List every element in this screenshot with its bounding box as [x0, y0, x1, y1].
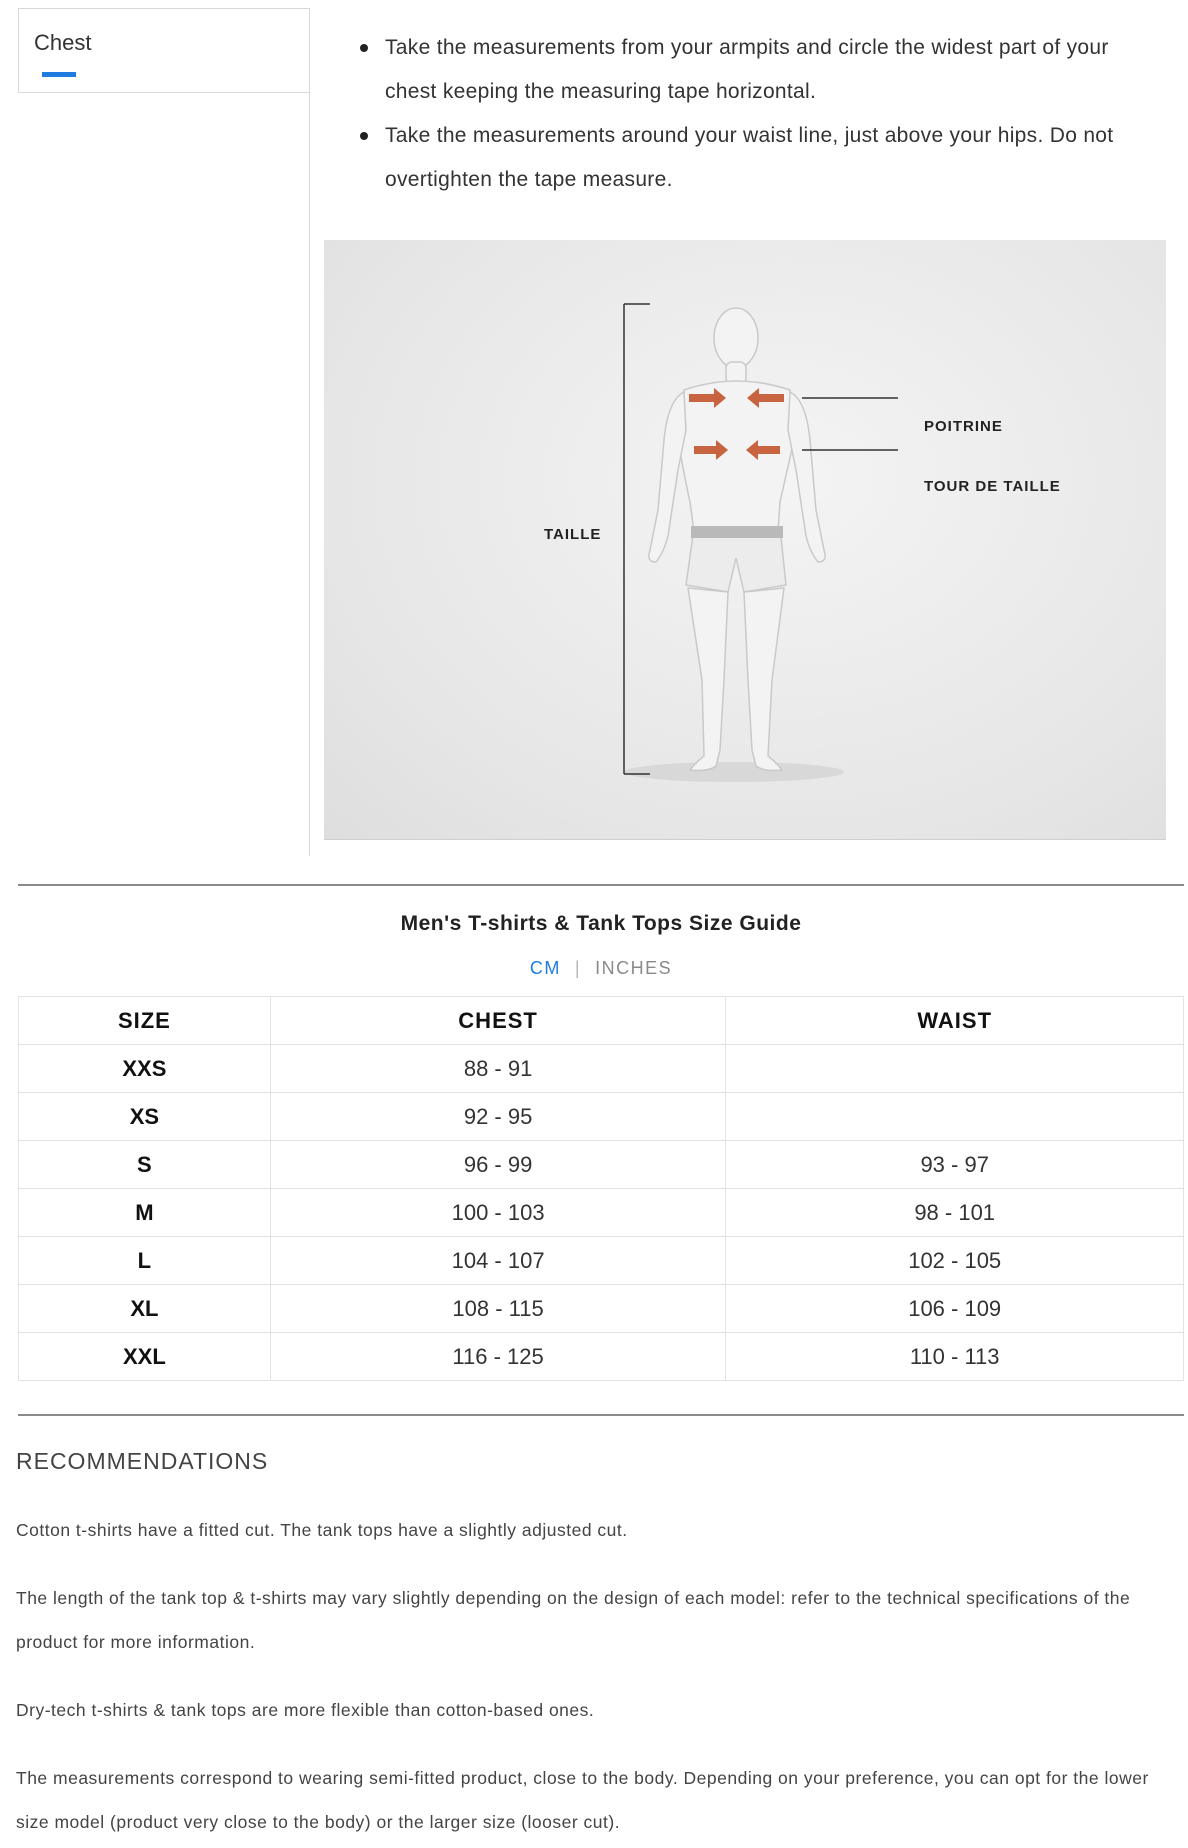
waist-cell: 93 - 97: [726, 1141, 1184, 1189]
table-row: [19, 1285, 1184, 1333]
header-size: SIZE: [19, 997, 271, 1045]
measurement-instructions: [355, 26, 1155, 202]
table-row: [19, 1045, 1184, 1093]
waist-cell: 110 - 113: [726, 1333, 1184, 1381]
measurement-tabs: [18, 8, 310, 93]
unit-inches-button[interactable]: INCHES: [595, 958, 673, 978]
unit-cm-button[interactable]: CM: [529, 958, 561, 978]
recommendations-heading: RECOMMENDATIONS: [16, 1448, 269, 1474]
tab-chest[interactable]: [19, 9, 310, 92]
active-tab-indicator: [42, 72, 76, 77]
table-row: [19, 1237, 1184, 1285]
size-cell: XXL: [19, 1333, 271, 1381]
measurement-section: [0, 0, 1188, 860]
waistband: [691, 526, 783, 538]
tab-chest-label: Chest: [34, 30, 92, 55]
size-cell: XXS: [19, 1045, 271, 1093]
waist-cell: 106 - 109: [726, 1285, 1184, 1333]
chest-label: POITRINE: [924, 418, 1003, 435]
table-header-row: [19, 997, 1184, 1045]
size-cell: XL: [19, 1285, 271, 1333]
mannequin-figure: [324, 240, 1166, 840]
chest-cell: 100 - 103: [270, 1189, 726, 1237]
size-cell: XS: [19, 1093, 271, 1141]
size-cell: M: [19, 1189, 271, 1237]
recommendation-paragraph: Dry-tech t-shirts & tank tops are more flexible than cotton-based ones.: [16, 1700, 595, 1720]
size-cell: S: [19, 1141, 271, 1189]
waist-label: TOUR DE TAILLE: [924, 478, 1061, 495]
waist-cell: 102 - 105: [726, 1237, 1184, 1285]
chest-cell: 116 - 125: [270, 1333, 726, 1381]
height-label: TAILLE: [544, 526, 602, 543]
unit-separator: |: [574, 958, 582, 978]
chest-cell: 104 - 107: [270, 1237, 726, 1285]
waist-cell: 98 - 101: [726, 1189, 1184, 1237]
table-row: [19, 1333, 1184, 1381]
chest-cell: 96 - 99: [270, 1141, 726, 1189]
instruction-item-waist: Take the measurements around your waist line, just above your hips. Do not overtighten the tape measure.: [355, 114, 1155, 202]
height-measure-bar: [624, 304, 650, 774]
size-cell: L: [19, 1237, 271, 1285]
waist-cell: [726, 1045, 1184, 1093]
header-waist: WAIST: [726, 997, 1184, 1045]
recommendation-paragraph: The measurements correspond to wearing semi-fitted product, close to the body. Depending on your preference, you can opt for the lower size model (product very close to the body) or the larger size (looser cut).: [16, 1768, 1149, 1832]
body-measurement-illustration: [324, 240, 1166, 840]
unit-toggle: [18, 958, 1184, 979]
vertical-divider: [309, 8, 310, 856]
chest-cell: 92 - 95: [270, 1093, 726, 1141]
table-row: [19, 1189, 1184, 1237]
section-divider: [18, 884, 1184, 886]
recommendation-paragraph: The length of the tank top & t-shirts may vary slightly depending on the design of each model: refer to the technical specifications of the product for more information.: [16, 1588, 1131, 1652]
recommendation-paragraph: Cotton t-shirts have a fitted cut. The tank tops have a slightly adjusted cut.: [16, 1520, 628, 1540]
section-divider: [18, 1414, 1184, 1416]
table-row: [19, 1093, 1184, 1141]
chest-cell: 88 - 91: [270, 1045, 726, 1093]
chest-cell: 108 - 115: [270, 1285, 726, 1333]
header-chest: CHEST: [270, 997, 726, 1045]
waist-cell: [726, 1093, 1184, 1141]
size-guide-title: Men's T-shirts & Tank Tops Size Guide: [400, 912, 802, 935]
instruction-item-chest: Take the measurements from your armpits and circle the widest part of your chest keeping the measuring tape horizontal.: [355, 26, 1155, 114]
table-row: [19, 1141, 1184, 1189]
size-table: [18, 996, 1184, 1381]
